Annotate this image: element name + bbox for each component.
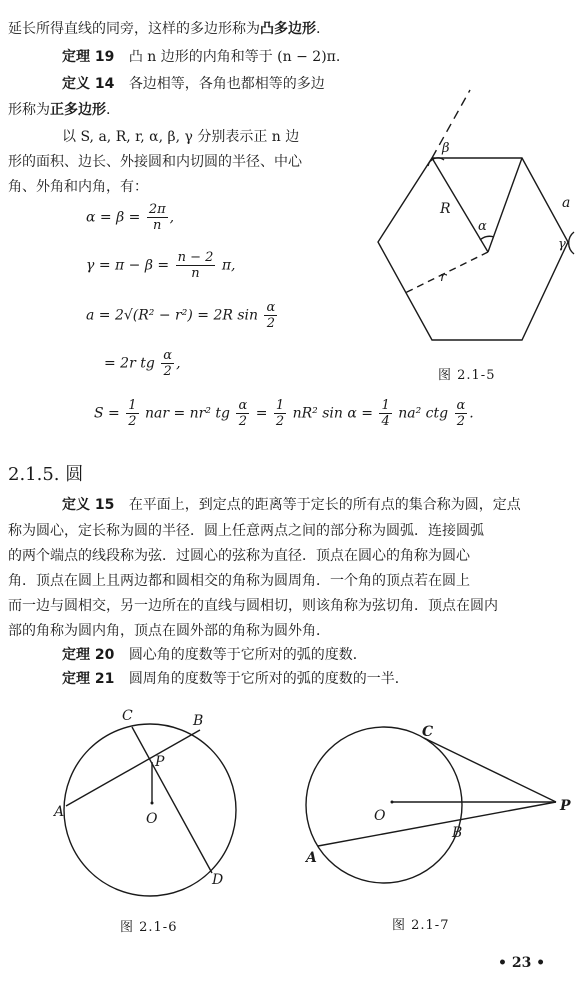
figure-caption-2-1-6: 图 2.1-6 [120,920,178,935]
theorem-label: 定理 21 [62,671,115,687]
definition-15-line: 的两个端点的线段称为弦．过圆心的弦称为直径．顶点在圆心的角称为圆心 [8,548,470,564]
paragraph-line: 形的面积、边长、外接圆和内切圆的半径、中心 [8,154,302,170]
paragraph-line: 角、外角和内角，有： [8,179,148,195]
equation-alpha [86,202,174,233]
fig6-center-point [151,802,154,805]
theorem-19 [62,48,340,66]
definition-text: 在平面上，到定点的距离等于定长的所有点的集合称为圆，定点 [128,497,521,513]
secant-PA [318,802,556,846]
definition-label: 定义 15 [62,497,115,513]
fig5-label-gamma: γ [558,237,566,252]
fraction: $\frac{\alpha}{2}$ [163,348,173,379]
fig6-label-B: B [193,713,204,729]
fig7-label-O: O [374,808,386,824]
gamma-arc [569,232,574,254]
fig7-center-point [391,801,394,804]
alpha-arc [480,236,494,240]
definition-label: 定义 14 [62,76,115,92]
fig5-label-r: r [440,270,447,285]
definition-15-line: 角．顶点在圆上且两边都和圆相交的角称为圆周角．一个角的顶点若在圆上 [8,573,470,589]
fig7-label-B: B [452,825,463,841]
fraction: $\frac{\alpha}{2}$ [266,300,276,331]
inradius-line [405,252,488,293]
equation-side-length [86,300,279,331]
definition-15-line1 [62,496,521,514]
fig6-circle [64,724,236,896]
definition-15-line: 而一边与圆相交，另一边所在的直线与圆相切，则该角称为弦切角．顶点在圆内 [8,598,498,614]
definition-text: 各边相等，各角也都相等的多边 [128,76,325,92]
eq-text: = 2r tg [104,355,155,372]
fig7-label-P: P [560,798,571,814]
definition-14 [62,75,325,93]
extended-side-line [432,90,470,158]
fig6-label-C: C [122,708,133,724]
eq-text: γ = π − β = [86,257,170,274]
eq-text: α = β = [86,209,141,226]
fig5-label-a: a [562,195,571,211]
fig7-label-A: A [306,850,317,866]
paragraph-line: 以 S, a, R, r, α, β, γ 分别表示正 n 边 [62,129,300,145]
theorem-text: 圆周角的度数等于它所对的弧的度数的一半． [128,671,409,687]
term-regular-polygon: 正多边形 [50,102,106,118]
theorem-20 [62,646,367,664]
fig5-label-beta: β [442,141,450,156]
definition-15-line: 部的角称为圆内角，顶点在圆外部的角称为圆外角． [8,623,330,639]
fig7-circle [306,727,462,883]
beta-arc [428,158,444,166]
equation-gamma [86,250,235,281]
definition-14-line2 [8,101,110,119]
section-title: 2.1.5. 圆 [8,464,84,485]
theorem-21 [62,670,409,688]
chord-CD [132,727,212,873]
theorem-text: 凸 n 边形的内角和等于 (n − 2)π. [128,49,341,65]
radius-line [488,158,522,252]
fig6-label-O: O [146,811,158,827]
page-number: • 23 • [498,955,546,971]
text: 形称为 [8,102,50,118]
fig5-label-alpha: α [478,219,487,234]
text: . [106,102,111,118]
figure-caption-2-1-5: 图 2.1-5 [438,368,496,383]
fig6-label-A: A [54,804,65,820]
theorem-label: 定理 19 [62,49,115,65]
theorem-text: 圆心角的度数等于它所对的弧的度数． [128,647,367,663]
tangent-PC [424,738,556,802]
text: . [316,21,321,37]
fig7-label-C: C [422,724,434,740]
term-convex-polygon: 凸多边形 [260,21,316,37]
chord-AB [66,730,200,806]
paragraph-convex-polygon [8,20,320,38]
eq-text: , [176,355,181,372]
fraction: $\frac{n - 2}{n}$ [177,250,214,281]
figure-caption-2-1-7: 图 2.1-7 [392,918,450,933]
eq-text: π, [221,257,236,274]
theorem-label: 定理 20 [62,647,115,663]
fig6-label-D: D [212,872,224,888]
fig5-label-R: R [440,201,451,217]
hexagon-shape [378,158,571,340]
equation-side-length-tg [104,348,181,379]
circumradius-line [432,158,488,252]
fraction: $\frac{2\pi}{n}$ [148,202,166,233]
eq-text: , [169,209,175,226]
fig6-label-P: P [155,754,165,770]
text: 延长所得直线的同旁，这样的多边形称为 [8,21,260,37]
definition-15-line: 称为圆心，定长称为圆的半径．圆上任意两点之间的部分称为圆弧．连接圆弧 [8,523,484,539]
equation-area: S = $\frac{1}{2}$ nar = nr² tg $\frac{\alpha}{2}$ = $\frac{1}{2}$ nR² sin α = $\frac{1}{4}$ na² ctg $\frac{\alpha}{2}$ . [94,398,474,429]
eq-text: a = 2√(R² − r²) = 2R sin [86,307,259,324]
